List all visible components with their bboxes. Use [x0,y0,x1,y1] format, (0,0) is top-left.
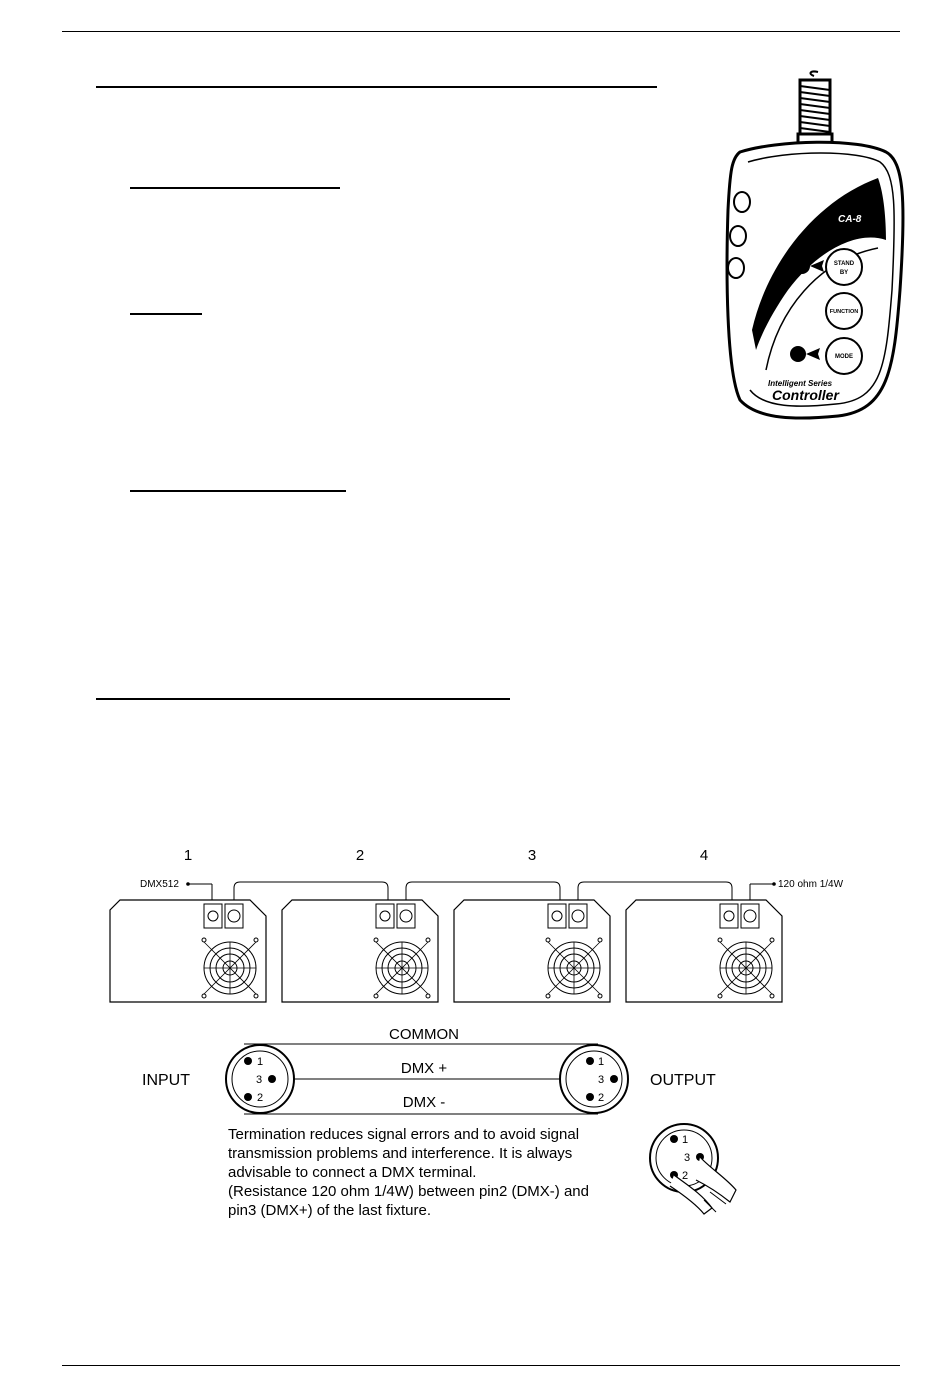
dmx-minus-label: DMX - [402,1094,446,1111]
section-heading-underline-2 [96,698,510,700]
svg-text:2: 2 [682,1170,689,1182]
svg-text:STAND: STAND [833,261,855,267]
subheading-underline-3 [130,490,346,492]
terminator-plug [650,1124,736,1214]
termination-line-5: pin3 (DMX+) of the last fixture. [228,1202,431,1218]
dmx512-label: DMX512 [140,879,179,890]
section-heading-underline-1 [96,86,657,88]
mode-button [826,338,862,374]
fixture-1 [110,900,266,1002]
dmx-plus-label: DMX + [400,1060,448,1077]
subheading-underline-2 [130,313,202,315]
input-label: INPUT [142,1072,190,1089]
fixture-number-4: 4 [699,847,709,864]
fixture-number-3: 3 [527,847,537,864]
svg-text:3: 3 [598,1074,605,1086]
controller-model: CA-8 [838,214,862,225]
terminator-label: 120 ohm 1/4W [778,879,844,890]
standby-button [826,249,862,285]
svg-text:2: 2 [598,1092,605,1104]
controller-series: Intelligent Series [768,379,833,388]
common-label: COMMON [389,1026,459,1043]
fixture-number-1: 1 [183,847,193,864]
fixture-3 [454,900,610,1002]
svg-text:1: 1 [682,1134,689,1146]
svg-text:1: 1 [598,1056,605,1068]
svg-text:BY: BY [839,270,849,276]
termination-line-2: transmission problems and interference. It is always [228,1145,573,1162]
svg-text:FUNCTION: FUNCTION [829,309,859,315]
svg-text:1: 1 [257,1056,264,1068]
footer-rule [62,1365,900,1366]
xlr-wiring-diagram [130,1018,750,1218]
termination-line-4: (Resistance 120 ohm 1/4W) between pin2 (DMX-) and [228,1183,589,1200]
svg-text:2: 2 [257,1092,264,1104]
output-xlr-connector [560,1045,628,1113]
fixture-number-2: 2 [355,847,365,864]
dmx-chain-diagram [100,840,880,1010]
controller-illustration [718,70,908,430]
output-label: OUTPUT [650,1072,716,1089]
termination-line-1: Termination reduces signal errors and to avoid signal [228,1126,580,1143]
controller-name: Controller [772,387,839,403]
subheading-underline-1 [130,187,340,189]
svg-text:MODE: MODE [835,354,853,360]
fixture-4 [626,900,782,1002]
termination-line-3: advisable to connect a DMX terminal. [228,1164,477,1181]
header-rule [62,31,900,32]
input-xlr-connector [226,1045,294,1113]
fixture-2 [282,900,438,1002]
svg-text:3: 3 [256,1074,263,1086]
function-button [826,293,862,329]
svg-text:3: 3 [684,1152,691,1164]
